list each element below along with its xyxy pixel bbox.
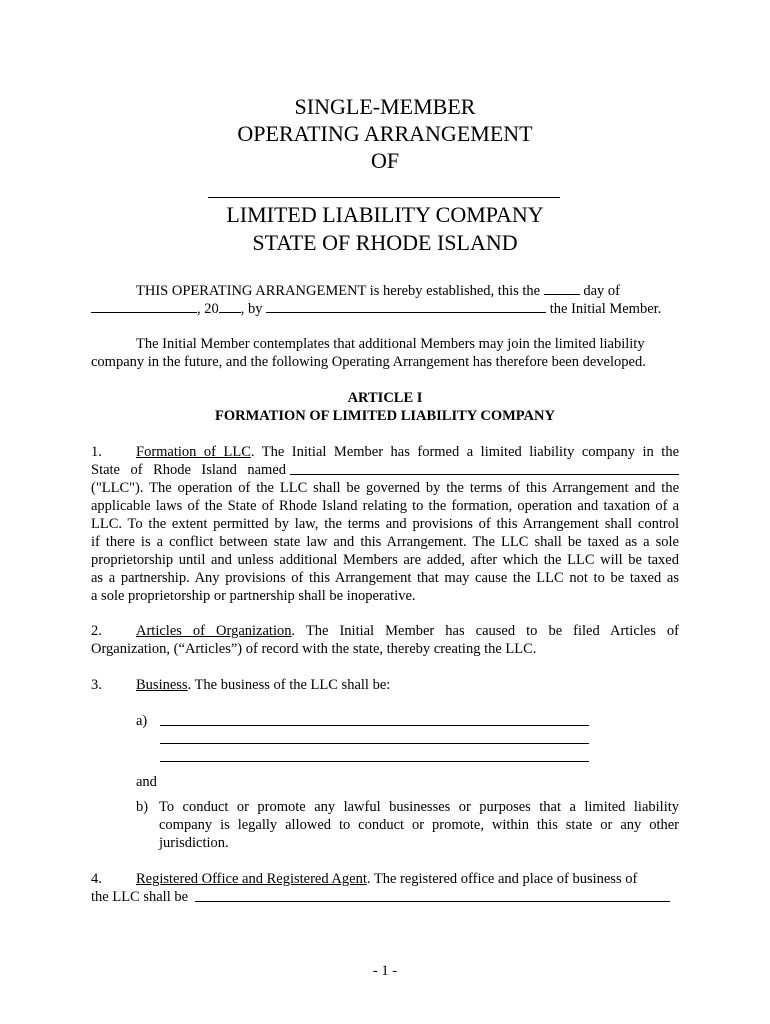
section4-line-2: the LLC shall be bbox=[91, 889, 189, 905]
section1-line-4: applicable laws of the State of Rhode Island relating to the formation, operation and taxation of a bbox=[91, 498, 679, 514]
section3-title: Business bbox=[136, 677, 188, 693]
section1-line-5: LLC. To the extent permitted by law, the terms and provisions of this Arrangement shall control bbox=[91, 516, 679, 532]
section4-title: Registered Office and Registered Agent bbox=[136, 871, 367, 887]
section2-line-1 bbox=[136, 622, 679, 640]
page-number: - 1 - bbox=[372, 963, 398, 979]
section1-line-6: if there is a conflict between state law and this Arrangement. The LLC shall be taxed as a sole bbox=[91, 534, 679, 550]
article-number: ARTICLE I bbox=[347, 390, 423, 406]
intro-initial-member: the Initial Member. bbox=[549, 301, 662, 317]
title-line-3: OF bbox=[370, 148, 400, 173]
section1-line-2: State of Rhode Island named bbox=[91, 462, 286, 478]
title-line-2: OPERATING ARRANGEMENT bbox=[237, 121, 533, 146]
title-line-1: SINGLE-MEMBER bbox=[294, 94, 476, 119]
section1-line1-rest: . The Initial Member has formed a limited liability company in the bbox=[250, 444, 679, 460]
member-name-blank[interactable] bbox=[266, 299, 546, 313]
month-blank[interactable] bbox=[91, 299, 197, 313]
section2-title: Articles of Organization bbox=[136, 623, 292, 639]
llc-name-blank[interactable] bbox=[290, 474, 679, 475]
intro-line-1 bbox=[136, 281, 620, 300]
business-blank-2[interactable] bbox=[160, 743, 589, 744]
article-heading: FORMATION OF LIMITED LIABILITY COMPANY bbox=[215, 408, 555, 424]
section3-rest: . The business of the LLC shall be: bbox=[187, 677, 391, 693]
intro-day-of: day of bbox=[583, 283, 620, 299]
item-a-label: a) bbox=[136, 713, 148, 729]
and-text: and bbox=[136, 774, 157, 790]
contemplates-line-1: The Initial Member contemplates that additional Members may join the limited liability bbox=[136, 336, 645, 352]
section1-line-8: as a partnership. Any provisions of this Arrangement that may cause the LLC not to be taxed as bbox=[91, 570, 679, 586]
intro-by: , by bbox=[240, 301, 263, 317]
section1-line-9: a sole proprietorship or partnership shall be inoperative. bbox=[91, 588, 416, 604]
business-blank-3[interactable] bbox=[160, 761, 589, 762]
business-blank-1[interactable] bbox=[160, 725, 589, 726]
section4-rest: . The registered office and place of business of bbox=[366, 871, 638, 887]
section2-number: 2. bbox=[91, 623, 102, 639]
company-name-blank[interactable] bbox=[208, 197, 560, 198]
section1-title: Formation of LLC bbox=[136, 444, 251, 460]
section3-number: 3. bbox=[91, 677, 102, 693]
contemplates-line-2: company in the future, and the following Operating Arrangement has therefore been developed. bbox=[91, 354, 646, 370]
section1-line-3: ("LLC"). The operation of the LLC shall be governed by the terms of this Arrangement and the bbox=[91, 480, 679, 496]
registered-office-blank[interactable] bbox=[195, 901, 670, 902]
section1-number: 1. bbox=[91, 444, 102, 460]
item-b-label: b) bbox=[136, 799, 149, 815]
section1-line-1 bbox=[136, 443, 679, 461]
year-blank[interactable] bbox=[219, 299, 241, 313]
intro-year-prefix: , 20 bbox=[197, 301, 219, 317]
state-line: STATE OF RHODE ISLAND bbox=[252, 230, 518, 255]
section2-line1-rest: . The Initial Member has caused to be filed Articles of bbox=[291, 623, 679, 639]
section2-line-2: Organization, (“Articles”) of record with the state, thereby creating the LLC. bbox=[91, 641, 537, 657]
section4-number: 4. bbox=[91, 871, 102, 887]
item-b-line-3: jurisdiction. bbox=[159, 835, 229, 851]
section3-line bbox=[136, 676, 390, 694]
section4-line-1 bbox=[136, 870, 637, 888]
intro-prefix: THIS OPERATING ARRANGEMENT is hereby established, this the bbox=[136, 283, 541, 299]
day-blank[interactable] bbox=[544, 281, 580, 295]
item-b-line-1: To conduct or promote any lawful businesses or purposes that a limited liability bbox=[159, 799, 679, 815]
item-b-line-2: company is legally allowed to conduct or promote, within this state or any other bbox=[159, 817, 679, 833]
section1-line-7: proprietorship until and unless additional Members are added, after which the LLC will be taxed bbox=[91, 552, 679, 568]
entity-type: LIMITED LIABILITY COMPANY bbox=[226, 202, 544, 227]
intro-line-2 bbox=[91, 299, 661, 318]
